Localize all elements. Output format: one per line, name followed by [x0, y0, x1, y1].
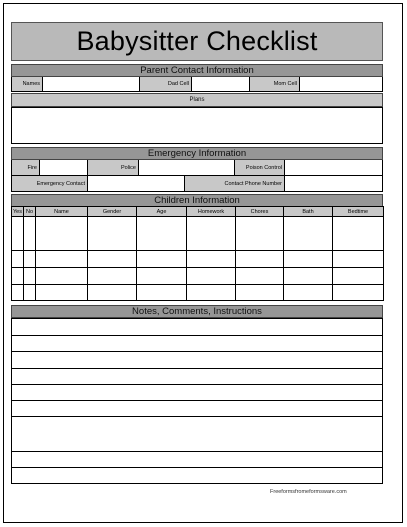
table-row [12, 217, 384, 251]
note-line [11, 416, 383, 417]
col-chores: Chores [236, 207, 284, 217]
notes-heading: Notes, Comments, Instructions [11, 305, 383, 318]
mom-cell-label: Mom Cell [250, 77, 300, 91]
police-field[interactable] [139, 160, 235, 175]
table-cell[interactable] [187, 217, 236, 251]
yes-checkbox[interactable] [12, 285, 24, 301]
yes-checkbox[interactable] [12, 217, 24, 251]
table-cell[interactable] [137, 285, 187, 301]
names-label: Names [12, 77, 43, 91]
footer-credit: Freeformsfromeformsware.com [270, 489, 347, 495]
table-cell[interactable] [284, 217, 333, 251]
note-line [11, 400, 383, 401]
table-cell[interactable] [333, 217, 384, 251]
table-row [12, 268, 384, 285]
emergency-contact-field[interactable] [88, 176, 185, 191]
contact-phone-field[interactable] [285, 176, 382, 191]
table-cell[interactable] [187, 268, 236, 285]
plans-field[interactable] [11, 107, 383, 144]
dad-cell-label: Dad Cell [140, 77, 192, 91]
table-cell[interactable] [187, 251, 236, 268]
parent-contact-heading: Parent Contact Information [11, 64, 383, 77]
table-cell[interactable] [36, 268, 88, 285]
col-yes: Yes [13, 208, 22, 215]
no-checkbox[interactable] [24, 251, 36, 268]
plans-heading: Plans [11, 93, 383, 107]
emergency-row-1 [11, 160, 383, 176]
table-cell[interactable] [236, 285, 284, 301]
table-cell[interactable] [88, 251, 137, 268]
poison-control-field[interactable] [285, 160, 382, 175]
table-cell[interactable] [333, 285, 384, 301]
table-cell[interactable] [236, 217, 284, 251]
col-no: No [24, 207, 36, 217]
poison-control-label: Poison Control [235, 160, 285, 175]
table-cell[interactable] [36, 285, 88, 301]
table-cell[interactable] [236, 268, 284, 285]
table-cell[interactable] [36, 217, 88, 251]
table-cell[interactable] [284, 285, 333, 301]
contact-phone-label: Contact Phone Number [185, 176, 285, 191]
table-cell[interactable] [88, 217, 137, 251]
table-cell[interactable] [333, 268, 384, 285]
emergency-row-2 [11, 176, 383, 192]
table-cell[interactable] [88, 285, 137, 301]
col-bedtime: Bedtime [333, 207, 384, 217]
names-field[interactable] [43, 77, 140, 91]
col-bath: Bath [284, 207, 333, 217]
table-cell[interactable] [88, 268, 137, 285]
note-line [11, 384, 383, 385]
table-cell[interactable] [187, 285, 236, 301]
emergency-contact-label: Emergency Contact [12, 176, 88, 191]
table-cell[interactable] [284, 251, 333, 268]
table-row [12, 251, 384, 268]
fire-field[interactable] [40, 160, 88, 175]
col-name: Name [36, 207, 88, 217]
yes-checkbox[interactable] [12, 251, 24, 268]
note-line [11, 368, 383, 369]
children-heading: Children Information [11, 194, 383, 207]
table-cell[interactable] [284, 268, 333, 285]
table-cell[interactable] [236, 251, 284, 268]
mom-cell-field[interactable] [300, 77, 382, 91]
note-line [11, 351, 383, 352]
table-cell[interactable] [333, 251, 384, 268]
children-table [11, 206, 384, 301]
emergency-heading: Emergency Information [11, 147, 383, 160]
table-cell[interactable] [137, 268, 187, 285]
yes-checkbox[interactable] [12, 268, 24, 285]
col-homework: Homework [187, 207, 236, 217]
no-checkbox[interactable] [24, 268, 36, 285]
children-header-row [12, 207, 384, 217]
table-cell[interactable] [36, 251, 88, 268]
dad-cell-field[interactable] [192, 77, 250, 91]
note-line [11, 467, 383, 468]
note-line [11, 335, 383, 336]
parent-contact-row [11, 77, 383, 92]
page-title: Babysitter Checklist [11, 22, 383, 61]
police-label: Police [88, 160, 139, 175]
fire-label: Fire [12, 160, 40, 175]
no-checkbox[interactable] [24, 285, 36, 301]
col-gender: Gender [88, 207, 137, 217]
table-row [12, 285, 384, 301]
table-cell[interactable] [137, 217, 187, 251]
note-line [11, 451, 383, 452]
notes-area[interactable] [11, 318, 383, 484]
no-checkbox[interactable] [24, 217, 36, 251]
col-age: Age [137, 207, 187, 217]
table-cell[interactable] [137, 251, 187, 268]
